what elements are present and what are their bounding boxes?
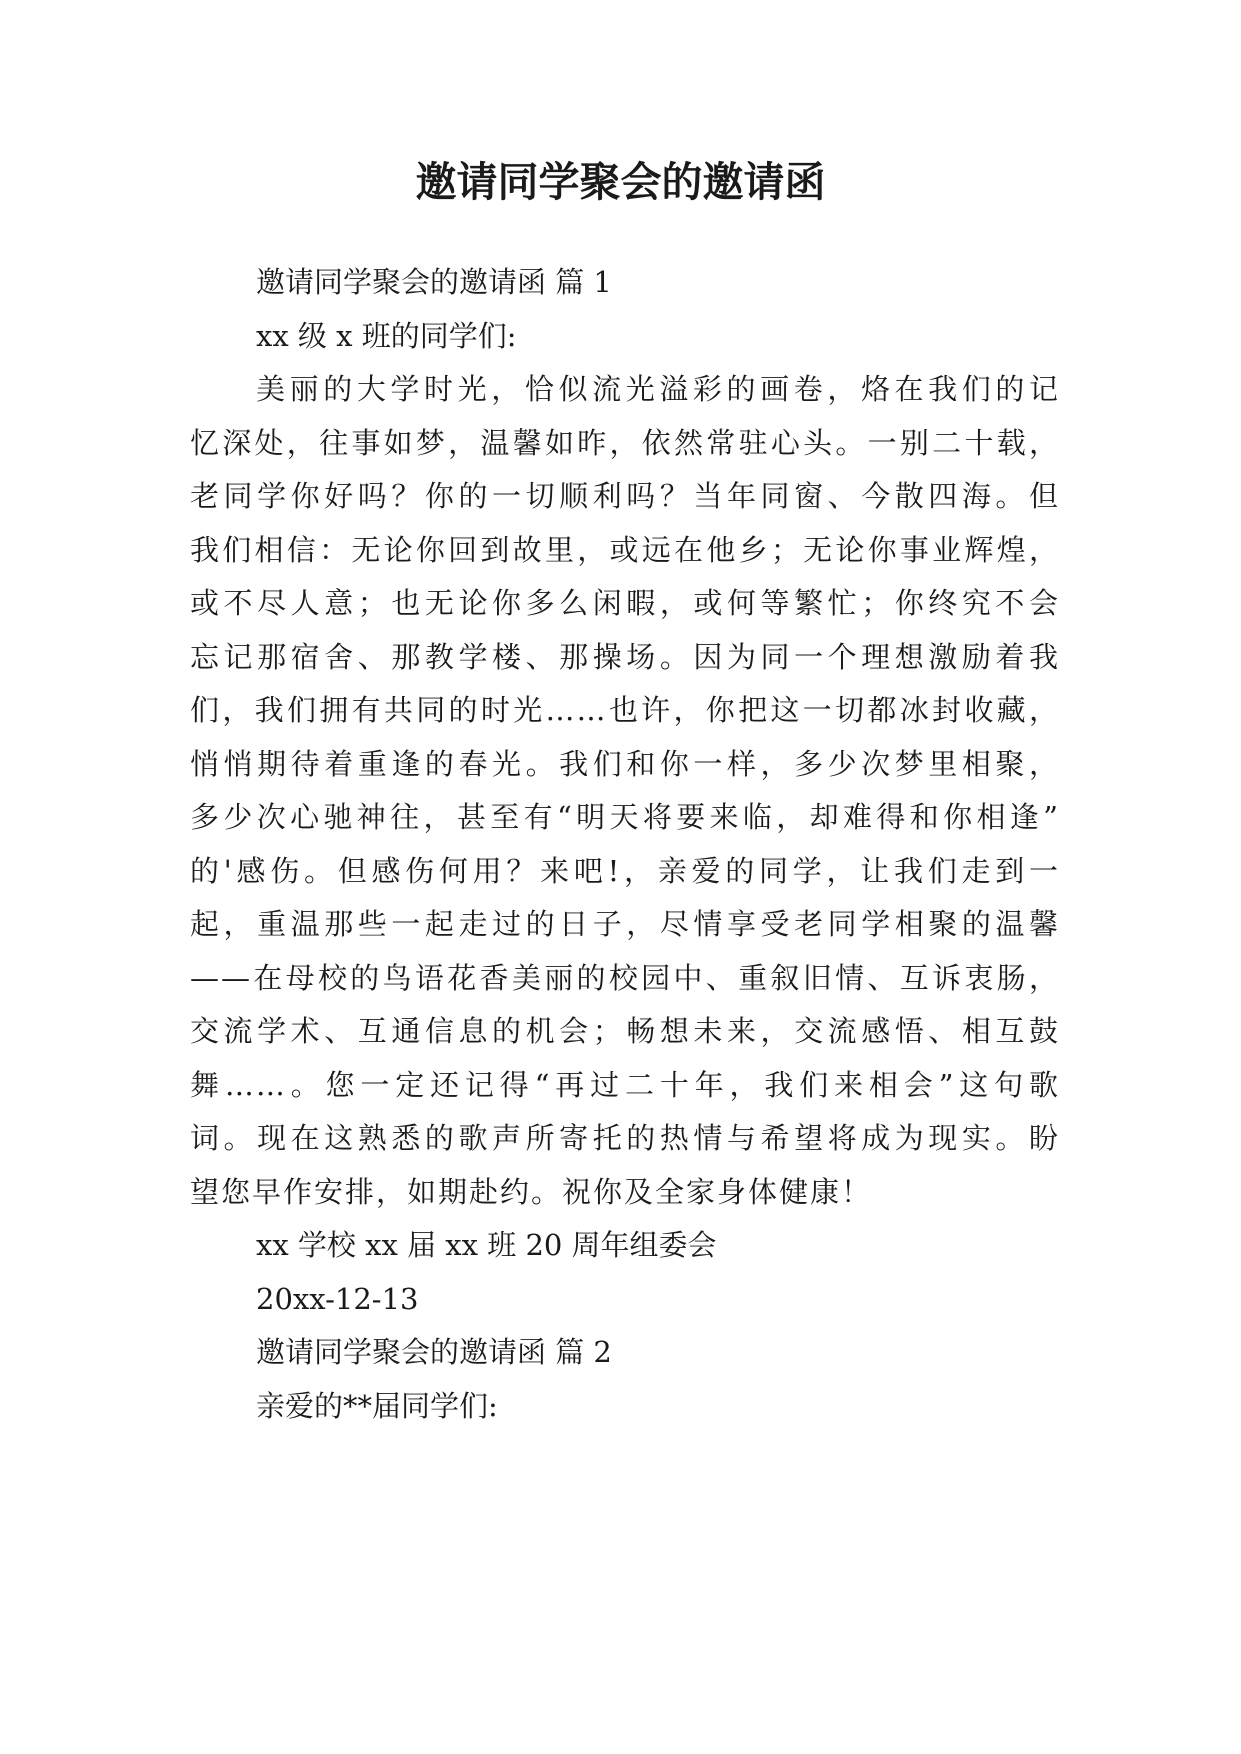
body-line: 起，重温那些一起走过的日子，尽情享受老同学相聚的温馨 — [190, 907, 1060, 941]
body-line: 的'感伤。但感伤何用？来吧!，亲爱的同学，让我们走到一 — [190, 854, 1060, 888]
body-line: 悄悄期待着重逢的春光。我们和你一样，多少次梦里相聚， — [190, 747, 1060, 781]
body-line: 舞……。您一定还记得“再过二十年，我们来相会”这句歌 — [190, 1068, 1060, 1102]
body-line: 我们相信：无论你回到故里，或远在他乡；无论你事业辉煌， — [190, 533, 1060, 567]
signature: xx 学校 xx 届 xx 班 20 周年组委会 — [256, 1228, 717, 1262]
body-line: 多少次心驰神往，甚至有“明天将要来临，却难得和你相逢” — [190, 800, 1060, 834]
body-line: 忆深处，往事如梦，温馨如昨，依然常驻心头。一别二十载， — [190, 426, 1060, 460]
section-heading-2: 邀请同学聚会的邀请函 篇 2 — [256, 1335, 612, 1369]
body-line: ——在母校的鸟语花香美丽的校园中、重叙旧情、互诉衷肠， — [190, 961, 1060, 995]
body-line: 老同学你好吗？你的一切顺利吗？当年同窗、今散四海。但 — [190, 479, 1060, 513]
body-line: 忘记那宿舍、那教学楼、那操场。因为同一个理想激励着我 — [190, 640, 1060, 674]
body-line: 交流学术、互通信息的机会；畅想未来，交流感悟、相互鼓 — [190, 1014, 1060, 1048]
section-heading-1: 邀请同学聚会的邀请函 篇 1 — [256, 265, 612, 299]
body-line: 词。现在这熟悉的歌声所寄托的热情与希望将成为现实。盼 — [190, 1121, 1060, 1155]
body-line: 美丽的大学时光，恰似流光溢彩的画卷，烙在我们的记 — [256, 372, 1060, 406]
date: 20xx-12-13 — [256, 1282, 419, 1316]
body-line: 望您早作安排，如期赴约。祝你及全家身体健康！ — [190, 1175, 873, 1209]
salutation: xx 级 x 班的同学们: — [256, 319, 517, 353]
salutation: 亲爱的**届同学们: — [256, 1389, 498, 1423]
body-line: 或不尽人意；也无论你多么闲暇，或何等繁忙；你终究不会 — [190, 586, 1060, 620]
body-line: 们，我们拥有共同的时光……也许，你把这一切都冰封收藏， — [190, 693, 1060, 727]
document-title: 邀请同学聚会的邀请函 — [415, 158, 826, 206]
